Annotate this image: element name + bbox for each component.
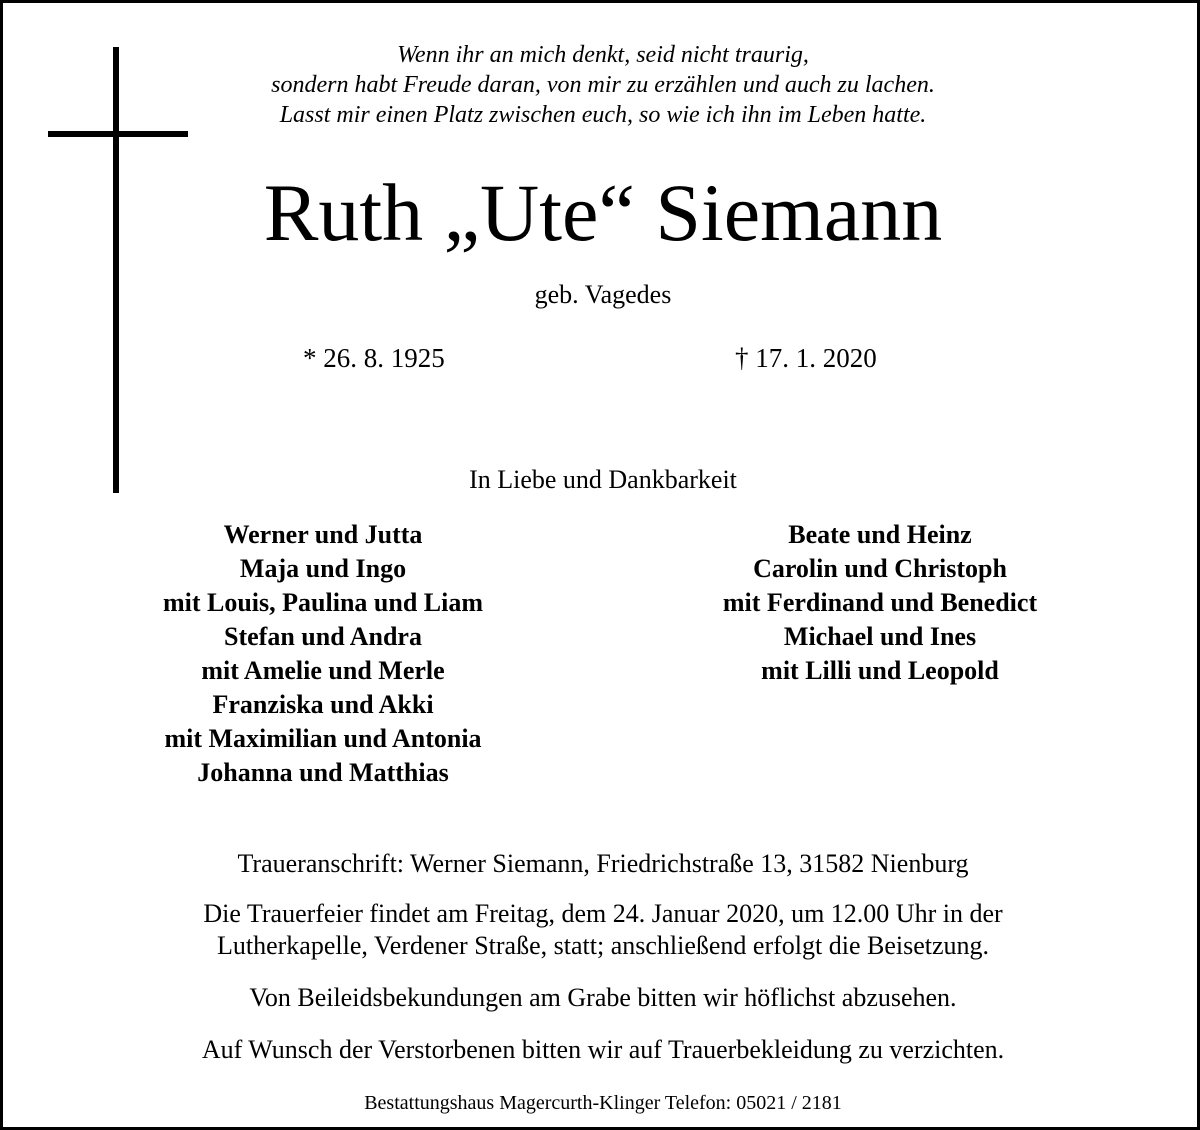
mourner-line: Johanna und Matthias (197, 758, 449, 787)
ceremony-line-1: Die Trauerfeier findet am Freitag, dem 24. Januar 2020, um 12.00 Uhr in der (203, 899, 1003, 928)
mourner-line: Maja und Ingo (239, 554, 407, 583)
mourner-line: Michael und Ines (783, 622, 977, 651)
mourner-line: mit Maximilian und Antonia (164, 724, 482, 753)
cross-icon-horizontal-bar (48, 131, 188, 137)
mourner-line: Werner und Jutta (223, 520, 423, 549)
motto-line-3: Lasst mir einen Platz zwischen euch, so wie ich ihn im Leben hatte. (279, 102, 927, 128)
mourner-line: Beate und Heinz (788, 520, 972, 549)
mourning-address: Traueranschrift: Werner Siemann, Friedrichstraße 13, 31582 Nienburg (237, 849, 969, 878)
mourner-line: Carolin und Christoph (753, 554, 1007, 583)
dedication: In Liebe und Dankbarkeit (469, 465, 737, 494)
mourners-left-column (63, 518, 583, 790)
mourner-line: mit Ferdinand und Benedict (722, 588, 1038, 617)
motto-line-1: Wenn ihr an mich denkt, seid nicht traurig, (397, 42, 809, 68)
deceased-name: Ruth „Ute“ Siemann (263, 167, 943, 258)
ceremony-line-2: Lutherkapelle, Verdener Straße, statt; anschließend erfolgt die Beisetzung. (216, 931, 990, 960)
mourner-line: mit Amelie und Merle (201, 656, 445, 685)
death-date: † 17. 1. 2020 (735, 343, 877, 373)
funeral-home-contact: Bestattungshaus Magercurth-Klinger Telefon: 05021 / 2181 (364, 1092, 842, 1114)
birth-date: * 26. 8. 1925 (303, 343, 445, 373)
mourners-right-column (620, 518, 1140, 688)
mourner-line: mit Lilli und Leopold (761, 656, 999, 685)
attire-note: Auf Wunsch der Verstorbenen bitten wir auf Trauerbekleidung zu verzichten. (201, 1035, 1005, 1064)
condolence-note: Von Beileidsbekundungen am Grabe bitten wir höflichst abzusehen. (249, 983, 957, 1012)
mourner-line: mit Louis, Paulina und Liam (162, 588, 484, 617)
mourner-line: Franziska und Akki (212, 690, 434, 719)
mourner-line: Stefan und Andra (224, 622, 422, 651)
birth-name: geb. Vagedes (534, 280, 672, 309)
motto-line-2: sondern habt Freude daran, von mir zu erzählen und auch zu lachen. (271, 72, 935, 98)
